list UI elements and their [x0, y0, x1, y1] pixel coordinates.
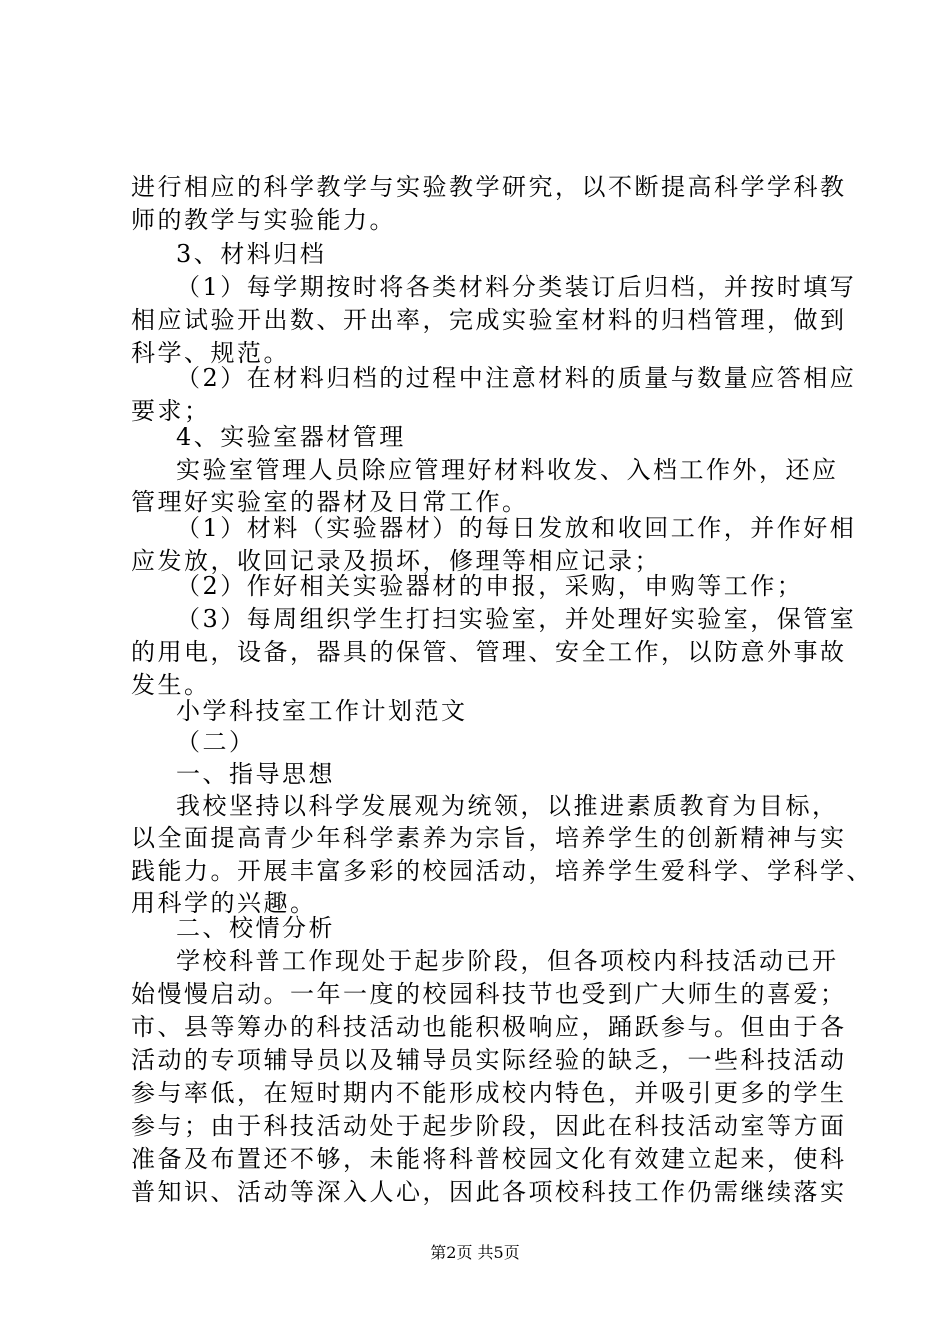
text-line: 参与率低，在短时期内不能形成校内特色，并吸引更多的学生 [131, 1079, 847, 1107]
text-line: （2）作好相关实验器材的申报，采购，申购等工作； [176, 572, 804, 600]
text-line: 活动的专项辅导员以及辅导员实际经验的缺乏，一些科技活动 [131, 1046, 847, 1074]
text-line: 始慢慢启动。一年一度的校园科技节也受到广大师生的喜爱； [131, 980, 847, 1008]
page-number: 第2页 共5页 [430, 1243, 520, 1262]
text-line: 学校科普工作现处于起步阶段，但各项校内科技活动已开 [176, 947, 839, 975]
section-heading: 二、校情分析 [176, 914, 335, 942]
text-line: 的用电，设备，器具的保管、管理、安全工作，以防意外事故 [131, 638, 847, 666]
text-line: （2）在材料归档的过程中注意材料的质量与数量应答相应 [176, 364, 857, 392]
text-line: 发生。 [131, 671, 211, 699]
text-line: 以全面提高青少年科学素养为宗旨，培养学生的创新精神与实 [131, 824, 847, 852]
text-line: 进行相应的科学教学与实验教学研究，以不断提高科学学科教 [131, 173, 847, 201]
text-line: （1）每学期按时将各类材料分类装订后归档，并按时填写 [176, 273, 857, 301]
text-line: 我校坚持以科学发展观为统领，以推进素质教育为目标， [176, 792, 839, 820]
text-line: 用科学的兴趣。 [131, 889, 317, 917]
text-line: 师的教学与实验能力。 [131, 206, 396, 234]
document-title: 小学科技室工作计划范文 [176, 697, 468, 725]
text-line: 市、县等筹办的科技活动也能积极响应，踊跃参与。但由于各 [131, 1013, 847, 1041]
text-line: 参与；由于科技活动处于起步阶段，因此在科技活动室等方面 [131, 1112, 847, 1140]
text-line: 应发放，收回记录及损坏，修理等相应记录； [131, 547, 661, 575]
document-subtitle: （二） [176, 728, 256, 756]
text-line: 相应试验开出数、开出率，完成实验室材料的归档管理，做到 [131, 306, 847, 334]
section-heading: 4、实验室器材管理 [176, 423, 406, 451]
text-line: 准备及布置还不够，未能将科普校园文化有效建立起来，使科 [131, 1145, 847, 1173]
text-line: （1）材料（实验器材）的每日发放和收回工作，并作好相 [176, 514, 857, 542]
text-line: 科学、规范。 [131, 339, 290, 367]
text-line: （3）每周组织学生打扫实验室，并处理好实验室，保管室 [176, 605, 857, 633]
text-line: 要求； [131, 397, 211, 425]
text-line: 普知识、活动等深入人心，因此各项校科技工作仍需继续落实 [131, 1178, 847, 1206]
section-heading: 3、材料归档 [176, 240, 327, 268]
text-line: 践能力。开展丰富多彩的校园活动，培养学生爱科学、学科学、 [131, 857, 873, 885]
text-line: 管理好实验室的器材及日常工作。 [131, 488, 529, 516]
text-line: 实验室管理人员除应管理好材料收发、入档工作外，还应 [176, 456, 839, 484]
section-heading: 一、指导思想 [176, 760, 335, 788]
